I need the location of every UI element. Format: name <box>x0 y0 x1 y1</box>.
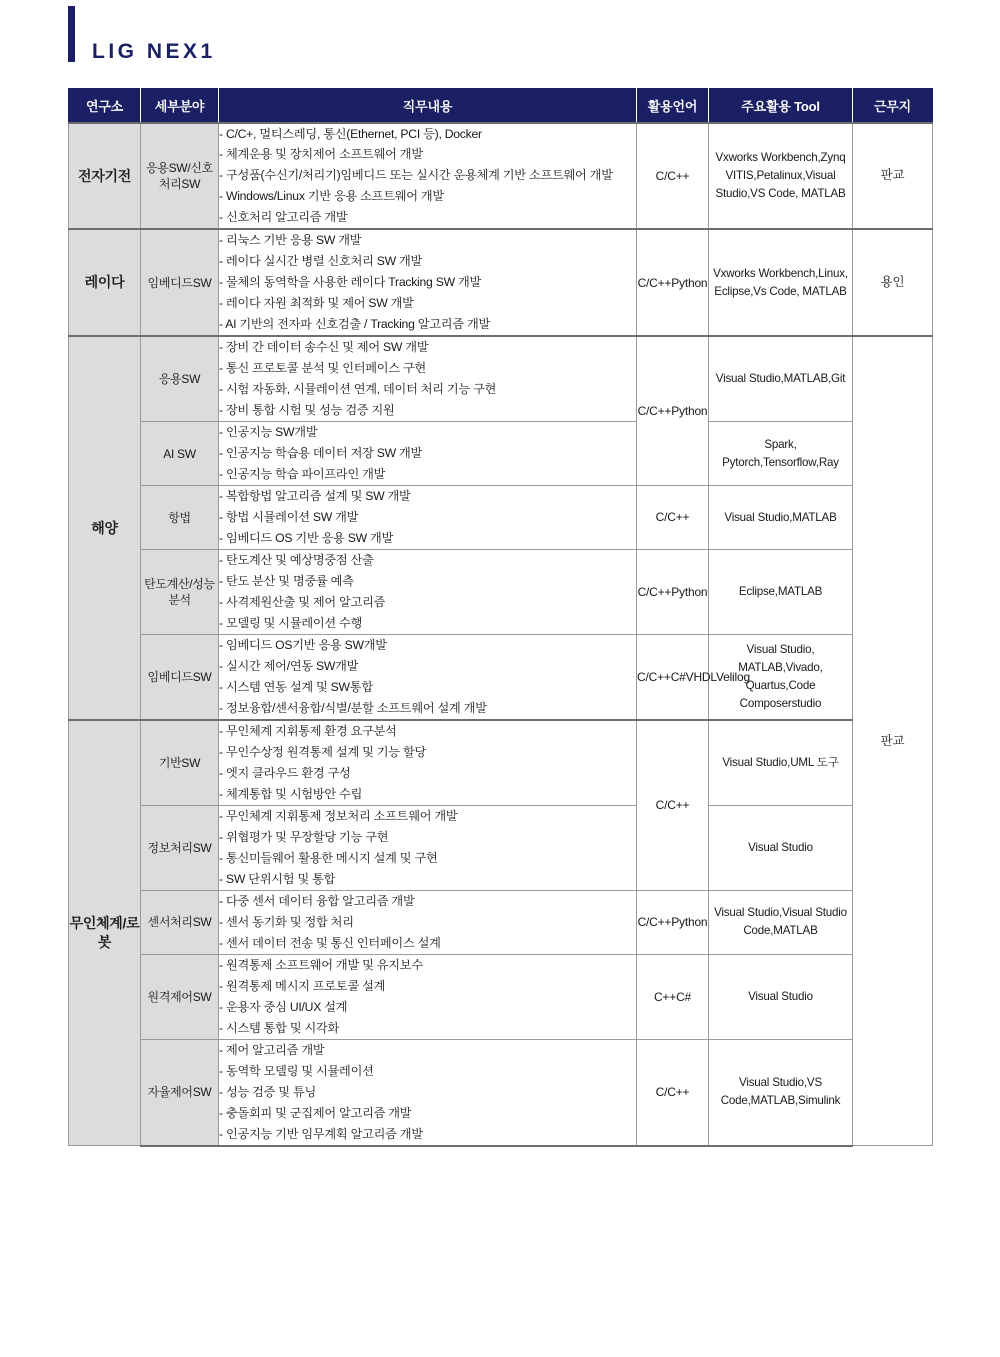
duty-list <box>219 891 636 954</box>
institute-label-line: /로봇 <box>97 915 140 951</box>
duty-item: - 리눅스 기반 응용 SW 개발 <box>219 233 362 248</box>
tool-item: MATLAB <box>792 510 837 524</box>
cell-field <box>141 954 219 1039</box>
language-item: C/C++ <box>637 403 672 418</box>
language-item: C/C++ <box>655 510 690 525</box>
cell-duties <box>219 229 637 336</box>
duty-list <box>219 955 636 1039</box>
duty-item: - 다중 센서 데이터 융합 알고리즘 개발 <box>219 893 415 908</box>
cell-language <box>637 550 709 635</box>
cell-duties <box>219 635 637 720</box>
duty-item: - 항법 시뮬레이션 SW 개발 <box>219 510 359 525</box>
job-posting-table <box>68 88 933 1147</box>
cell-language <box>637 336 709 485</box>
field-label-line: 성능분석 <box>168 576 215 608</box>
cell-tool <box>709 123 853 230</box>
cell-duties <box>219 336 637 421</box>
tool-item: VS Code, MATLAB <box>750 186 846 200</box>
tool-item: Visual Studio, <box>715 372 784 386</box>
tool-item: Visual Studio, <box>724 510 793 524</box>
duty-item: - 동역학 모델링 및 시뮬레이션 <box>219 1063 374 1078</box>
tool-item: Vs Code, MATLAB <box>753 284 847 298</box>
cell-duties <box>219 1039 637 1145</box>
duty-item: - 인공지능 SW개발 <box>219 425 318 440</box>
table-row <box>69 336 933 421</box>
cell-language <box>637 954 709 1039</box>
tool-item: studio <box>791 697 822 711</box>
column-header-tool: 주요활용 Tool <box>709 89 853 123</box>
cell-tool <box>709 806 853 891</box>
institute-label-line: 체계 <box>96 915 123 932</box>
duty-list <box>219 550 636 634</box>
duty-item: - 탄도 분산 및 명중률 예측 <box>219 574 354 589</box>
column-header-language: 활용언어 <box>637 89 709 123</box>
cell-tool <box>709 1039 853 1145</box>
table-row <box>69 720 933 805</box>
duty-item: - 성능 검증 및 튜닝 <box>219 1084 317 1099</box>
tool-item: Vxworks Workbench, <box>715 151 821 164</box>
duty-item: - 시스템 연동 설계 및 SW통합 <box>219 680 373 695</box>
tool-item: MATLAB <box>773 924 818 938</box>
tool-item: Eclipse, <box>738 585 778 599</box>
duty-item: - 위협평가 및 무장할당 기능 구현 <box>219 829 389 844</box>
cell-tool <box>709 550 853 635</box>
column-header-field: 세부분야 <box>141 89 219 123</box>
field-label-line: 임베디드SW <box>147 670 212 684</box>
tool-item: Visual Studio, <box>714 906 782 920</box>
cell-tool <box>709 336 853 421</box>
cell-tool <box>709 954 853 1039</box>
duty-item: - 레이다 자원 최적화 및 제어 SW 개발 <box>219 296 414 311</box>
duty-item: - 통신 프로토콜 분석 및 인터페이스 구현 <box>219 361 426 376</box>
institute-label-line: 레이다 <box>84 274 125 291</box>
duty-item: - 체계운용 및 장치제어 소프트웨어 개발 <box>219 147 423 162</box>
language-item: Python <box>671 275 708 290</box>
cell-tool <box>709 422 853 486</box>
field-label-line: 자율제어SW <box>147 1085 212 1100</box>
tool-item: Visual Studio <box>748 840 813 854</box>
field-label-line: 응용SW <box>158 372 201 387</box>
duty-item: - 실시간 제어/연동 SW개발 <box>219 659 359 674</box>
cell-language <box>637 123 709 230</box>
duty-list <box>219 337 636 421</box>
table-row <box>69 806 933 891</box>
tool-item: Spark, Pytorch, <box>722 437 797 469</box>
cell-duties <box>219 422 637 486</box>
cell-language <box>637 486 709 550</box>
table-row <box>69 890 933 954</box>
duty-list <box>219 635 636 719</box>
tool-item: Petalinux, <box>756 168 806 182</box>
duty-item: - 임베디드 OS기반 응용 SW개발 <box>219 638 387 653</box>
cell-location: 판교 <box>853 336 933 1145</box>
tool-item: VS Code, <box>720 1076 822 1108</box>
tool-item: Code Composer <box>739 679 816 711</box>
tool-item: Zynq VITIS, <box>725 151 846 182</box>
duty-item: - 센서 데이터 전송 및 통신 인터페이스 설계 <box>219 935 441 950</box>
field-label-line: 센서처리SW <box>147 915 212 930</box>
institute-label-line: 전자 <box>78 167 105 184</box>
table-body <box>69 123 933 1146</box>
tool-item: Visual Studio, <box>715 168 836 200</box>
duty-item: - 원격통제 메시지 프로토콜 설계 <box>219 978 386 993</box>
language-item: C/C++ <box>655 168 690 183</box>
table-row <box>69 229 933 336</box>
job-table-container <box>68 88 932 1147</box>
table-row <box>69 422 933 486</box>
cell-duties <box>219 890 637 954</box>
duty-item: - 원격통제 소프트웨어 개발 및 유지보수 <box>219 957 423 972</box>
duty-item: - 인공지능 기반 임무계획 알고리즘 개발 <box>219 1126 423 1141</box>
table-row <box>69 550 933 635</box>
cell-duties <box>219 123 637 230</box>
duty-item: - 운용자 중심 UI/UX 설계 <box>219 999 348 1014</box>
cell-field <box>141 550 219 635</box>
cell-field <box>141 486 219 550</box>
tool-item: MATLAB, <box>750 1094 799 1108</box>
duty-item: - 탄도계산 및 예상명중점 산출 <box>219 553 374 568</box>
tool-item: Ray <box>818 455 839 469</box>
tool-item: MATLAB, <box>783 372 832 386</box>
language-item: C/C++ <box>655 1084 690 1099</box>
duty-item: - 무인체계 지휘통제 정보처리 소프트웨어 개발 <box>219 809 458 823</box>
duty-list <box>219 486 636 549</box>
cell-duties <box>219 806 637 891</box>
cell-institute <box>69 720 141 1146</box>
cell-language <box>637 890 709 954</box>
cell-field <box>141 890 219 954</box>
duty-item: - 임베디드 OS 기반 응용 SW 개발 <box>219 531 394 546</box>
field-label-line: 항법 <box>168 510 191 525</box>
cell-duties <box>219 486 637 550</box>
duty-item: - 체계통합 및 시험방안 수립 <box>219 787 363 802</box>
cell-location: 판교 <box>853 123 933 230</box>
cell-field <box>141 635 219 720</box>
duty-item: - 시스템 통합 및 시각화 <box>219 1020 340 1035</box>
table-row <box>69 1039 933 1145</box>
cell-language <box>637 635 750 720</box>
duty-item: - 통신미들웨어 활용한 메시지 설계 및 구현 <box>219 850 438 865</box>
duty-item: - 무인수상정 원격통제 설계 및 기능 할당 <box>219 745 426 760</box>
cell-language <box>637 1039 709 1145</box>
column-header-institute: 연구소 <box>69 89 141 123</box>
cell-field <box>141 123 219 230</box>
cell-tool <box>709 229 853 336</box>
brand-bar-decoration <box>68 6 75 62</box>
tool-item: Linux, Eclipse, <box>714 266 848 298</box>
language-item: Python <box>671 584 708 599</box>
language-item: VHDL <box>685 669 716 684</box>
duty-item: - 무인체계 지휘통제 환경 요구분석 <box>219 724 397 739</box>
duty-item: - 인공지능 학습 파이프라인 개발 <box>219 467 386 482</box>
column-header-location: 근무지 <box>853 89 933 123</box>
duty-item: - 제어 알고리즘 개발 <box>219 1042 325 1057</box>
cell-duties <box>219 550 637 635</box>
language-item: C# <box>670 669 686 684</box>
duty-item: - 레이다 실시간 병렬 신호처리 SW 개발 <box>219 254 423 269</box>
cell-field <box>141 422 219 486</box>
duty-item: - 인공지능 학습용 데이터 저장 SW 개발 <box>219 446 423 461</box>
language-item: C# <box>676 989 692 1004</box>
tool-item: Tensorflow, <box>763 455 819 469</box>
field-label-line: 응용SW/ <box>146 160 191 175</box>
duty-item: - 충돌회피 및 군집제어 알고리즘 개발 <box>219 1105 412 1120</box>
cell-tool <box>709 890 853 954</box>
duty-item: - 정보융합/센서융합/식별/분할 소프트웨어 설계 개발 <box>219 701 487 716</box>
tool-item: Visual Studio <box>748 989 813 1003</box>
tool-item: Vxworks Workbench, <box>713 266 819 280</box>
field-label-line: 신호처리SW <box>158 160 213 191</box>
duty-item: - 엣지 클라우드 환경 구성 <box>219 766 351 781</box>
cell-field <box>141 806 219 891</box>
cell-language <box>637 229 709 336</box>
field-label-line: 원격제어SW <box>147 989 212 1004</box>
duty-list <box>219 124 636 229</box>
tool-item: Visual Studio, <box>722 756 791 770</box>
cell-institute <box>69 336 141 720</box>
field-label-line: 탄도계산/ <box>144 576 193 591</box>
tool-item: Simulink <box>798 1094 841 1108</box>
language-item: C++ <box>653 989 677 1004</box>
duty-item: - 복합항법 알고리즘 설계 및 SW 개발 <box>219 489 411 504</box>
duty-item: - SW 단위시험 및 통합 <box>219 871 336 886</box>
cell-field <box>141 229 219 336</box>
cell-language <box>637 720 709 890</box>
duty-item: - 장비 통합 시험 및 성능 검증 지원 <box>219 403 395 418</box>
duty-item: - 구성품(수신기/처리기)임베디드 또는 실시간 운용체계 기반 소프트웨어 개발 <box>219 168 613 183</box>
language-item: C/C++ <box>655 798 690 813</box>
field-label-line: 기반SW <box>158 755 201 770</box>
cell-tool <box>709 720 853 805</box>
tool-item: MATLAB <box>777 585 823 599</box>
duty-list <box>219 422 636 485</box>
cell-field <box>141 1039 219 1145</box>
duty-list <box>219 806 636 890</box>
cell-institute <box>69 123 141 230</box>
brand-header <box>68 6 216 78</box>
column-header-duties: 직무내용 <box>219 89 637 123</box>
language-item: C/C++ <box>637 275 672 290</box>
table-row <box>69 954 933 1039</box>
brand-name: LIG NEX1 <box>92 40 216 63</box>
language-item: Python <box>671 915 708 930</box>
language-item: Python <box>671 403 708 418</box>
tool-item: Visual Studio, <box>739 1076 807 1090</box>
duty-list <box>219 721 636 805</box>
duty-item: - Windows/Linux 기반 응용 소프트웨어 개발 <box>219 189 444 204</box>
field-label-line: 정보처리SW <box>147 840 212 855</box>
tool-item: UML 도구 <box>790 756 839 770</box>
duty-item: - 물체의 동역학을 사용한 레이다 Tracking SW 개발 <box>219 275 482 290</box>
duty-item: - 시험 자동화, 시뮬레이션 연계, 데이터 처리 기능 구현 <box>219 382 497 397</box>
cell-tool <box>709 486 853 550</box>
duty-item: - C/C+, 멀티스레딩, 통신(Ethernet, PCI 등), Docker <box>219 126 482 141</box>
duty-item: - AI 기반의 전자파 신호검출 / Tracking 알고리즘 개발 <box>219 317 491 332</box>
duty-item: - 신호처리 알고리즘 개발 <box>219 210 348 225</box>
institute-label-line: 해양 <box>91 519 118 536</box>
cell-duties <box>219 720 637 805</box>
language-item: C/C++ <box>637 584 672 599</box>
language-item: Velilog <box>715 669 750 684</box>
duty-item: - 장비 간 데이터 송수신 및 제어 SW 개발 <box>219 340 429 355</box>
cell-location: 용인 <box>853 229 933 336</box>
tool-item: Git <box>831 372 846 386</box>
field-label-line: 임베디드SW <box>147 275 212 290</box>
cell-institute <box>69 229 141 336</box>
table-header-row <box>69 89 933 123</box>
tool-item: Visual Studio, MATLAB, <box>738 643 815 675</box>
tool-item: Vivado, Quartus, <box>745 661 823 693</box>
duty-list <box>219 1040 636 1145</box>
table-row <box>69 486 933 550</box>
institute-label-line: 무인 <box>69 915 97 932</box>
field-label-line: AI SW <box>163 446 196 461</box>
language-item: C/C++ <box>637 669 671 684</box>
table-row <box>69 123 933 230</box>
duty-item: - 모델링 및 시뮬레이션 수행 <box>219 616 363 631</box>
table-row <box>69 635 933 720</box>
tool-item: Visual Studio Code, <box>743 906 847 938</box>
language-item: C/C++ <box>637 915 672 930</box>
duty-item: - 사격제원산출 및 제어 알고리즘 <box>219 595 386 610</box>
institute-label-line: 기전 <box>104 167 131 184</box>
duty-list <box>219 230 636 335</box>
cell-field <box>141 336 219 421</box>
cell-duties <box>219 954 637 1039</box>
cell-field <box>141 720 219 805</box>
duty-item: - 센서 동기화 및 정합 처리 <box>219 914 354 929</box>
table-header <box>69 89 933 123</box>
